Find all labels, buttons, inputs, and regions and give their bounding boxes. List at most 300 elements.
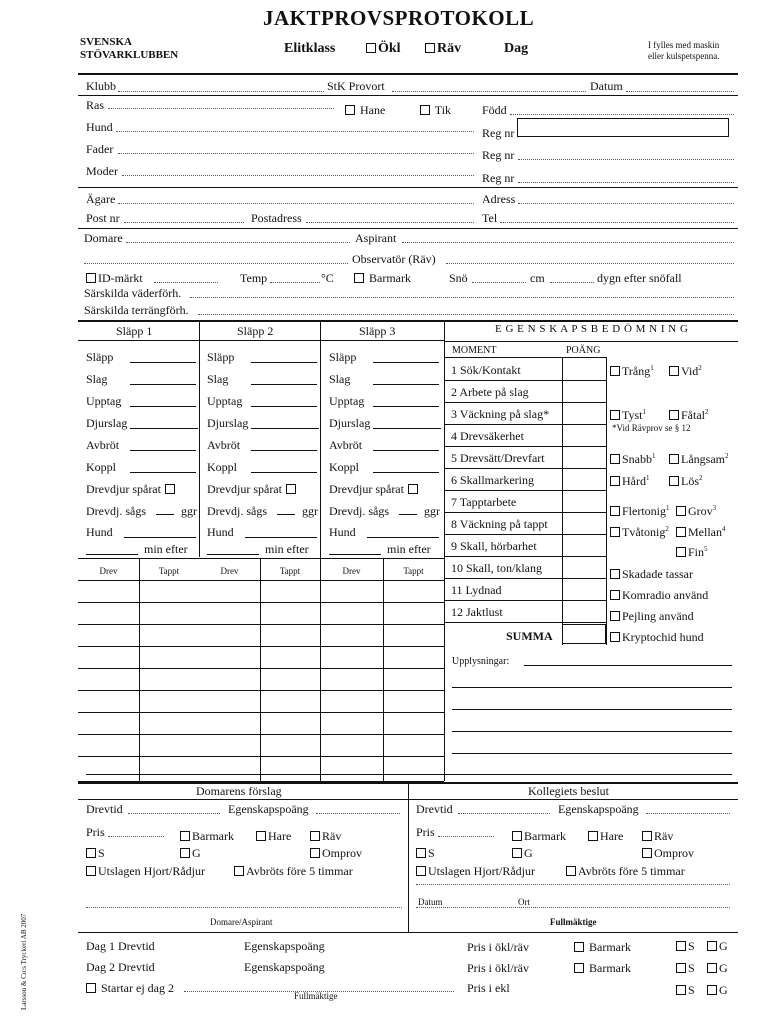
stk-provort-field[interactable]	[392, 91, 586, 92]
attr-kryptochid[interactable]	[610, 630, 704, 645]
ggr-label: ggr	[424, 504, 440, 518]
ras-field[interactable]	[108, 108, 334, 109]
slapp-row-label: Upptag	[329, 394, 365, 408]
moment-score-cell[interactable]	[563, 556, 606, 578]
slapp-row-label: Upptag	[207, 394, 243, 408]
checkbox-icon[interactable]	[354, 273, 364, 283]
slapp-row-field[interactable]	[251, 428, 319, 429]
checkbox-icon[interactable]	[416, 848, 426, 858]
grid-col-header: Tappt	[403, 566, 424, 576]
upplysningar-line[interactable]	[452, 687, 732, 688]
checkbox-icon[interactable]	[86, 848, 96, 858]
datum-ort-field[interactable]	[416, 907, 730, 908]
moment-score-cell[interactable]	[563, 578, 606, 600]
s-option[interactable]	[416, 846, 435, 861]
checkbox-icon[interactable]	[676, 527, 686, 537]
checkbox-icon[interactable]	[707, 963, 717, 973]
moment-row-line	[444, 622, 606, 623]
beslut-sign-field[interactable]	[416, 884, 730, 885]
drevdjur-sparat-label: Drevdjur spårat	[86, 482, 161, 496]
avbrots-option[interactable]	[566, 864, 685, 879]
moment-score-cell[interactable]	[563, 424, 606, 446]
checkbox-icon[interactable]	[669, 366, 679, 376]
checkbox-icon[interactable]	[408, 484, 418, 494]
fin-label: Fin	[688, 545, 705, 559]
checkbox-icon[interactable]	[676, 547, 686, 557]
min-efter-label: min efter	[144, 542, 188, 556]
slapp-row-field[interactable]	[130, 472, 196, 473]
vader-label: Särskilda väderförh.	[84, 286, 182, 300]
attr-mellan[interactable]: Mellan$^4$	[676, 525, 726, 540]
ggr-label: ggr	[181, 504, 197, 518]
moment-row-label: 5 Drevsätt/Drevfart	[451, 451, 545, 465]
ggr-label: ggr	[302, 504, 318, 518]
reg-nr-moder-label: Reg nr	[482, 171, 515, 185]
dag1-barmark-option[interactable]	[574, 940, 631, 955]
checkbox-icon[interactable]	[425, 43, 435, 53]
slapp-row-field[interactable]	[373, 406, 439, 407]
checkbox-icon[interactable]	[707, 985, 717, 995]
reg-nr-moder-field[interactable]	[518, 182, 734, 183]
agare-field[interactable]	[118, 203, 474, 204]
slapp-row-field[interactable]	[251, 472, 317, 473]
slapp-row-field[interactable]	[251, 406, 317, 407]
domare-label: Domare	[84, 231, 123, 245]
dag1-pris-label: Pris i ökl/räv	[467, 940, 529, 954]
moment-row-label: 10 Skall, ton/klang	[451, 561, 542, 575]
barmark-label: Barmark	[369, 271, 411, 285]
hund-label: Hund	[86, 120, 113, 134]
fodd-field[interactable]	[510, 114, 734, 115]
slapp-row-field[interactable]	[373, 384, 439, 385]
slapp-row-label: Släpp	[329, 350, 357, 364]
slapp-row-label: Slag	[329, 372, 351, 386]
moment-row-label: 6 Skallmarkering	[451, 473, 534, 487]
grid-row-line	[78, 602, 444, 603]
observator-prefix-field[interactable]	[84, 263, 348, 264]
checkbox-icon[interactable]	[610, 410, 620, 420]
checkbox-icon[interactable]	[180, 848, 190, 858]
drevdj-sags-label: Drevdj. sågs	[207, 504, 267, 518]
egenskap-header-rule	[444, 341, 738, 342]
checkbox-icon[interactable]	[610, 454, 620, 464]
id-markt-option[interactable]	[86, 271, 143, 286]
slapp-row-field[interactable]	[251, 450, 317, 451]
temp-field[interactable]	[270, 282, 320, 283]
attr-vid[interactable]: Vid$^2$	[669, 364, 702, 379]
ravprov-note: *Vid Rävprov se § 12	[612, 423, 691, 433]
checkbox-icon[interactable]	[610, 476, 620, 486]
slapp-row-field[interactable]	[373, 472, 439, 473]
upplysningar-line[interactable]	[524, 665, 732, 666]
drevdj-sags-field[interactable]	[277, 514, 295, 515]
min-efter-field[interactable]	[207, 554, 259, 555]
moment-row-label: 11 Lydnad	[451, 583, 502, 597]
pejling-label: Pejling använd	[622, 609, 694, 623]
poang-header: POÄNG	[566, 345, 601, 356]
slapp-row-field[interactable]	[373, 428, 441, 429]
omprov-label: Omprov	[654, 846, 694, 860]
g-label: G	[524, 846, 533, 860]
moment-score-cell[interactable]	[563, 446, 606, 468]
tik-option[interactable]	[420, 103, 451, 118]
checkbox-icon[interactable]	[669, 454, 679, 464]
class-rav-option[interactable]	[425, 41, 461, 57]
upplysningar-line[interactable]	[452, 753, 732, 754]
rav-label: Räv	[322, 829, 342, 843]
dag2-pris-label: Pris i ökl/räv	[467, 961, 529, 975]
checkbox-icon[interactable]	[310, 848, 320, 858]
avbrots-option[interactable]	[234, 864, 353, 879]
omprov-option[interactable]	[642, 846, 694, 861]
grid-col-divider	[139, 558, 140, 781]
egenskap-title: E G E N S K A P S B E D Ö M N I N G	[495, 323, 689, 335]
slapp-row-field[interactable]	[251, 384, 317, 385]
checkbox-icon[interactable]	[588, 831, 598, 841]
checkbox-icon[interactable]	[566, 866, 576, 876]
hane-label: Hane	[360, 103, 386, 117]
langsam-label: Långsam	[681, 452, 725, 466]
barmark-label: Barmark	[192, 829, 234, 843]
los-label: Lös	[681, 474, 699, 488]
attr-komradio[interactable]	[610, 588, 708, 603]
startar-ej-option[interactable]	[86, 981, 174, 996]
hane-option[interactable]	[345, 103, 385, 118]
summa-label: SUMMA	[506, 629, 553, 643]
dag2-s-option[interactable]	[676, 961, 695, 976]
egenskapspoang-label: Egenskapspoäng	[228, 802, 309, 816]
checkbox-icon[interactable]	[642, 831, 652, 841]
dag2-barmark-option[interactable]	[574, 961, 631, 976]
checkbox-icon[interactable]	[610, 611, 620, 621]
reg-nr-fader-field[interactable]	[518, 159, 734, 160]
checkbox-icon[interactable]	[676, 941, 686, 951]
checkbox-icon[interactable]	[86, 983, 96, 993]
checkbox-icon[interactable]	[420, 105, 430, 115]
fullmaktige-caption: Fullmäktige	[294, 991, 338, 1001]
barmark-option[interactable]	[180, 829, 234, 844]
egenskapspoang-label: Egenskapspoäng	[558, 802, 639, 816]
stk-provort-label: StK Provort	[327, 79, 385, 93]
ekl-g-option[interactable]	[707, 983, 728, 998]
skadade-label: Skadade tassar	[622, 567, 693, 581]
domare-field[interactable]	[126, 242, 350, 243]
section-rule	[78, 228, 738, 229]
slapp-row-field[interactable]	[130, 428, 198, 429]
checkbox-icon[interactable]	[286, 484, 296, 494]
checkbox-icon[interactable]	[234, 866, 244, 876]
id-markt-label: ID-märkt	[98, 271, 143, 285]
slapp-row-field[interactable]	[373, 362, 439, 363]
slapp-row-label: Avbröt	[86, 438, 120, 452]
g-option[interactable]	[512, 846, 533, 861]
trang-label: Trång	[622, 364, 651, 378]
checkbox-icon[interactable]	[610, 569, 620, 579]
moment-score-cell[interactable]	[563, 490, 606, 512]
terrang-field[interactable]	[198, 314, 734, 315]
omprov-option[interactable]	[310, 846, 362, 861]
drevtid-field[interactable]	[128, 813, 220, 814]
moment-score-cell[interactable]	[563, 512, 606, 534]
attr-fatal[interactable]: Fåtal$^2$	[669, 408, 709, 423]
checkbox-icon[interactable]	[180, 831, 190, 841]
grid-col-divider	[260, 558, 261, 781]
checkbox-icon[interactable]	[512, 848, 522, 858]
checkbox-icon[interactable]	[676, 963, 686, 973]
slapp-row-label: Släpp	[86, 350, 114, 364]
ort-caption: Ort	[518, 897, 530, 907]
post-nr-field[interactable]	[124, 222, 244, 223]
checkbox-icon[interactable]	[610, 632, 620, 642]
slapp-row-label: Koppl	[329, 460, 359, 474]
hare-label: Hare	[600, 829, 624, 843]
org-name-line2: STÖVARKLUBBEN	[80, 49, 179, 61]
attr-tyst[interactable]: Tyst$^1$	[610, 408, 646, 423]
drevdjur-sparat-option[interactable]	[329, 482, 420, 497]
barmark-option[interactable]	[512, 829, 566, 844]
checkbox-icon[interactable]	[512, 831, 522, 841]
attr-snabb[interactable]: Snabb$^1$	[610, 452, 656, 467]
egenskapspoang-field[interactable]	[646, 813, 730, 814]
startar-ej-label: Startar ej dag 2	[101, 981, 174, 995]
drevtid-field[interactable]	[458, 813, 550, 814]
attr-langsam[interactable]: Långsam$^2$	[669, 452, 729, 467]
moment-score-cell[interactable]	[563, 380, 606, 402]
hund-field[interactable]	[116, 131, 474, 132]
moment-header: MOMENT	[452, 345, 497, 356]
hare-option[interactable]	[588, 829, 623, 844]
checkbox-icon[interactable]	[574, 963, 584, 973]
barmark-label: Barmark	[589, 961, 631, 975]
s-option[interactable]	[86, 846, 105, 861]
pris-field[interactable]	[108, 836, 164, 837]
moment-row-label: 1 Sök/Kontakt	[451, 363, 521, 377]
s-label: S	[688, 961, 695, 975]
s-label: S	[98, 846, 105, 860]
checkbox-icon[interactable]	[86, 866, 96, 876]
slapp-row-label: Avbröt	[329, 438, 363, 452]
fodd-label: Född	[482, 103, 507, 117]
table-top-rule	[78, 320, 738, 322]
class-elit-label: Elitklass	[284, 41, 336, 56]
drevdj-sags-field[interactable]	[399, 514, 417, 515]
domare-sign-field[interactable]	[86, 907, 402, 908]
dag1-drevtid-label: Dag 1 Drevtid	[86, 939, 155, 953]
komradio-label: Komradio använd	[622, 588, 709, 602]
checkbox-icon[interactable]	[610, 506, 620, 516]
id-markt-field[interactable]	[154, 282, 218, 283]
moment-score-cell[interactable]	[563, 468, 606, 490]
utslagen-option[interactable]	[86, 864, 205, 879]
slapp-row-field[interactable]	[373, 450, 439, 451]
dygn-field[interactable]	[550, 282, 594, 283]
moment-score-cell[interactable]	[563, 402, 606, 424]
hund-field[interactable]	[124, 537, 196, 538]
checkbox-icon[interactable]	[669, 476, 679, 486]
moment-row-label: 9 Skall, hörbarhet	[451, 539, 537, 553]
rav-option[interactable]	[642, 829, 673, 844]
drevdjur-sparat-option[interactable]	[86, 482, 177, 497]
postadress-label: Postadress	[251, 211, 302, 225]
vader-field[interactable]	[190, 297, 734, 298]
section-rule	[78, 187, 738, 188]
checkbox-icon[interactable]	[610, 590, 620, 600]
barmark-label: Barmark	[524, 829, 566, 843]
agare-label: Ägare	[86, 192, 116, 206]
checkbox-icon[interactable]	[416, 866, 426, 876]
dag1-egenskapspoang-label: Egenskapspoäng	[244, 939, 325, 953]
ekl-s-option[interactable]	[676, 983, 695, 998]
sno-field[interactable]	[472, 282, 526, 283]
moment-row-label: 2 Arbete på slag	[451, 385, 529, 399]
checkbox-icon[interactable]	[707, 941, 717, 951]
grid-col-divider	[383, 558, 384, 781]
avbrots-label: Avbröts före 5 timmar	[246, 864, 353, 878]
upplysningar-line[interactable]	[452, 731, 732, 732]
klubb-field[interactable]	[118, 91, 324, 92]
checkbox-icon[interactable]	[610, 527, 620, 537]
hare-option[interactable]	[256, 829, 291, 844]
hare-label: Hare	[268, 829, 292, 843]
dag2-g-option[interactable]	[707, 961, 728, 976]
checkbox-icon[interactable]	[669, 410, 679, 420]
upplysningar-label: Upplysningar:	[452, 656, 510, 667]
attr-pejling[interactable]	[610, 609, 694, 624]
s-label: S	[688, 983, 695, 997]
datum-caption: Datum	[418, 897, 443, 907]
hund-field[interactable]	[367, 537, 439, 538]
egenskapspoang-field[interactable]	[316, 813, 400, 814]
checkbox-icon[interactable]	[86, 273, 96, 283]
omprov-label: Omprov	[322, 846, 362, 860]
min-efter-label: min efter	[387, 542, 431, 556]
checkbox-icon[interactable]	[345, 105, 355, 115]
reg-nr-box[interactable]	[517, 118, 729, 137]
aspirant-field[interactable]	[402, 242, 734, 243]
datum-field[interactable]	[626, 91, 734, 92]
fader-field[interactable]	[118, 153, 474, 154]
attr-hard[interactable]: Hård$^1$	[610, 474, 650, 489]
checkbox-icon[interactable]	[310, 831, 320, 841]
grid-row-line	[78, 756, 444, 757]
table-header-rule	[78, 340, 444, 341]
attr-los[interactable]: Lös$^2$	[669, 474, 703, 489]
g-label: G	[719, 961, 728, 975]
slapp-row-label: Slag	[86, 372, 108, 386]
utslagen-option[interactable]	[416, 864, 535, 879]
moment-row-label: 3 Väckning på slag*	[451, 407, 550, 421]
dag1-g-option[interactable]	[707, 939, 728, 954]
pris-label: Pris	[416, 825, 435, 839]
postadress-field[interactable]	[306, 222, 474, 223]
attr-skadade[interactable]	[610, 567, 693, 582]
moder-field[interactable]	[122, 175, 474, 176]
tyst-label: Tyst	[622, 408, 643, 422]
dag2-egenskapspoang-label: Egenskapspoäng	[244, 960, 325, 974]
checkbox-icon[interactable]	[610, 366, 620, 376]
drevdjur-sparat-label: Drevdjur spårat	[207, 482, 282, 496]
s-label: S	[688, 939, 695, 953]
klubb-label: Klubb	[86, 79, 116, 93]
tel-field[interactable]	[500, 222, 734, 223]
summa-box[interactable]	[562, 624, 606, 644]
drev-grid-top	[78, 558, 444, 559]
rav-option[interactable]	[310, 829, 341, 844]
dag1-s-option[interactable]	[676, 939, 695, 954]
slapp-row-label: Slag	[207, 372, 229, 386]
drevdj-sags-field[interactable]	[156, 514, 174, 515]
pris-field[interactable]	[438, 836, 494, 837]
slapp-col-header: Släpp 2	[237, 324, 274, 338]
attr-flertonig[interactable]: Flertonig$^1$	[610, 504, 670, 519]
checkbox-icon[interactable]	[256, 831, 266, 841]
slapp-col-header: Släpp 3	[359, 324, 396, 338]
checkbox-icon[interactable]	[676, 985, 686, 995]
checkbox-icon[interactable]	[642, 848, 652, 858]
g-label: G	[192, 846, 201, 860]
drevdjur-sparat-option[interactable]	[207, 482, 298, 497]
reg-nr-label: Reg nr	[482, 126, 515, 140]
post-nr-label: Post nr	[86, 211, 120, 225]
slapp-row-label: Avbröt	[207, 438, 241, 452]
moment-score-cell[interactable]	[563, 358, 606, 380]
sno-label: Snö	[449, 271, 468, 285]
moder-label: Moder	[86, 164, 118, 178]
slapp-row-field[interactable]	[130, 450, 196, 451]
barmark-option[interactable]	[354, 271, 411, 286]
col-divider	[444, 321, 445, 781]
utslagen-label: Utslagen Hjort/Rådjur	[98, 864, 205, 878]
class-okl-option[interactable]	[366, 41, 401, 57]
min-efter-field[interactable]	[329, 554, 381, 555]
moment-score-cell[interactable]	[563, 600, 606, 622]
observator-field[interactable]	[446, 263, 734, 264]
grid-row-line	[78, 734, 444, 735]
grid-row-line	[78, 712, 444, 713]
upplysningar-line[interactable]	[452, 709, 732, 710]
checkbox-icon[interactable]	[366, 43, 376, 53]
grid-col-header: Tappt	[279, 566, 301, 576]
min-efter-field[interactable]	[86, 554, 138, 555]
tik-label: Tik	[434, 103, 452, 117]
moment-row-label: 4 Drevsäkerhet	[451, 429, 524, 443]
attr-grov[interactable]: Grov$^3$	[676, 504, 716, 519]
adress-field[interactable]	[518, 203, 734, 204]
tel-label: Tel	[482, 211, 498, 225]
attr-fin[interactable]: Fin$^5$	[676, 545, 708, 560]
slapp-row-field[interactable]	[130, 406, 196, 407]
class-okl-label: Ökl	[378, 41, 401, 56]
moment-score-cell[interactable]	[563, 534, 606, 556]
attr-trang[interactable]: Trång$^1$	[610, 364, 654, 379]
checkbox-icon[interactable]	[676, 506, 686, 516]
checkbox-icon[interactable]	[165, 484, 175, 494]
slapp-row-field[interactable]	[130, 362, 196, 363]
slapp-row-label: Koppl	[207, 460, 237, 474]
g-option[interactable]	[180, 846, 201, 861]
header-rule	[78, 73, 738, 75]
snabb-label: Snabb	[622, 452, 652, 466]
pris-ekl-label: Pris i ekl	[467, 981, 510, 995]
slapp-row-field[interactable]	[130, 384, 196, 385]
hund-field[interactable]	[245, 537, 317, 538]
attr-tvatonig[interactable]: Tvåtonig$^2$	[610, 525, 669, 540]
bottom-divider	[78, 932, 738, 933]
notes-line[interactable]	[86, 774, 732, 775]
checkbox-icon[interactable]	[574, 942, 584, 952]
kollegiets-beslut-header: Kollegiets beslut	[528, 784, 609, 798]
slapp-row-field[interactable]	[251, 362, 317, 363]
